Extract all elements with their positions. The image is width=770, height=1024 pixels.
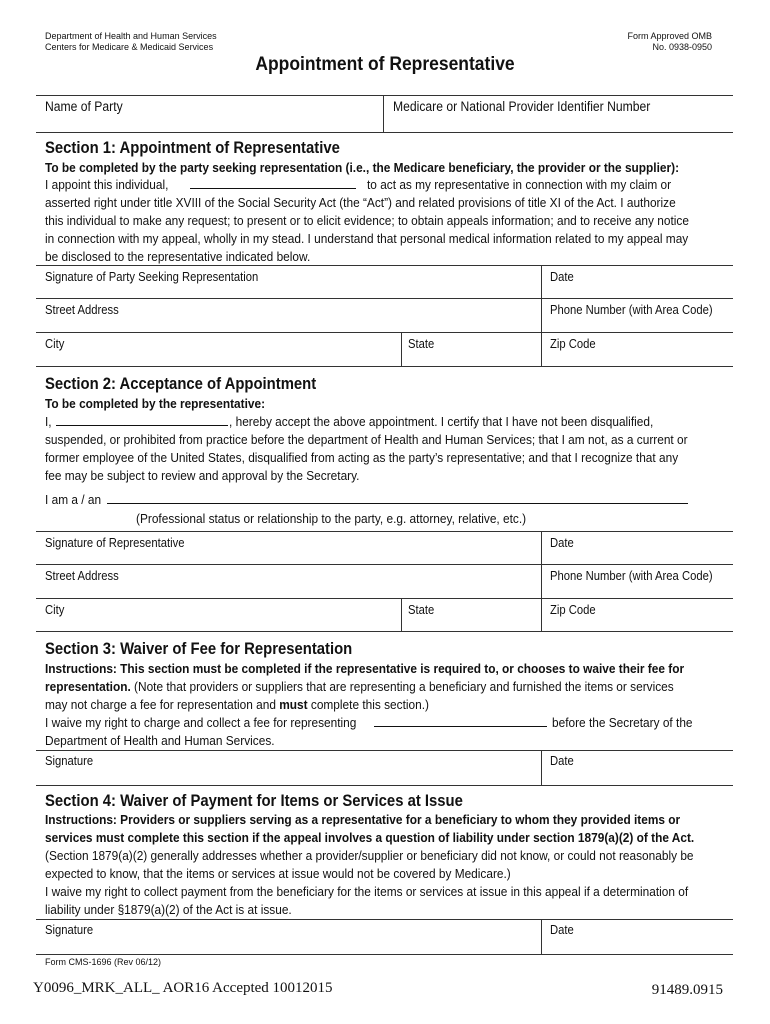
agency-line-2: Centers for Medicare & Medicaid Services [45, 42, 214, 52]
divider [36, 132, 733, 133]
section-3-instruction-line-2 [45, 678, 674, 696]
s1-phone-label: Phone Number (with Area Code) [550, 303, 713, 317]
form-number: Form CMS-1696 (Rev 06/12) [45, 957, 162, 967]
section-3-line-3b: complete this section.) [307, 697, 429, 712]
name-of-party-label: Name of Party [45, 99, 123, 114]
s1-city-field[interactable] [36, 332, 401, 366]
section-3-instruction-line-3 [45, 696, 429, 714]
section-1-title: Section 1: Appointment of Representative [45, 139, 340, 157]
section-3-line-4b: before the Secretary of the [552, 715, 693, 730]
section-1-line-1a: I appoint this individual, [45, 177, 169, 192]
s1-date-label: Date [550, 270, 574, 284]
representative-name-blank[interactable] [190, 188, 356, 189]
s4-signature-label: Signature [45, 923, 94, 937]
i-am-hint: (Professional status or relationship to the party, e.g. attorney, relative, etc.) [136, 511, 527, 526]
s2-city-label: City [45, 603, 65, 617]
page-title: Appointment of Representative [255, 54, 515, 75]
s1-street-field[interactable] [36, 298, 541, 332]
s4-date-field[interactable] [542, 919, 733, 954]
document-number: 91489.0915 [651, 982, 723, 998]
representative-self-name-blank[interactable] [56, 425, 228, 426]
s2-signature-field[interactable] [36, 531, 541, 564]
section-3-must-bold: must [279, 697, 308, 712]
section-3-representation-bold: representation. [45, 679, 131, 694]
s2-state-field[interactable] [402, 598, 541, 631]
s1-signature-field[interactable] [36, 265, 541, 298]
section-4-line-4: expected to know, that the items or services at issue would not be covered by Medicare.) [45, 866, 511, 881]
divider [36, 954, 733, 955]
s2-state-label: State [408, 603, 435, 617]
s1-state-field[interactable] [402, 332, 541, 366]
i-am-label: I am a / an [45, 492, 102, 507]
s1-phone-field[interactable] [542, 298, 733, 332]
provider-id-label: Medicare or National Provider Identifier Number [393, 99, 651, 114]
section-2-line-1b: , hereby accept the above appointment. I certify that I have not been disqualified, [229, 414, 654, 429]
s2-date-label: Date [550, 536, 574, 550]
s2-date-field[interactable] [542, 531, 733, 564]
s1-zip-label: Zip Code [550, 337, 596, 351]
s2-city-field[interactable] [36, 598, 401, 631]
section-3-line-3a: may not charge a fee for representation and [45, 697, 280, 712]
s4-signature-field[interactable] [36, 919, 541, 954]
professional-status-blank[interactable] [107, 503, 688, 504]
s1-signature-label: Signature of Party Seeking Representation [45, 270, 259, 284]
section-2-line-3: former employee of the United States, disqualified from acting as the party’s representative; and that I recognize that any [45, 450, 679, 465]
section-4-line-6: liability under §1879(a)(2) of the Act is at issue. [45, 902, 292, 917]
section-3-instruction-line-1: Instructions: This section must be completed if the representative is required to, or chooses to waive their fee for [45, 661, 685, 676]
section-2-instruction: To be completed by the representative: [45, 396, 266, 411]
s1-street-label: Street Address [45, 303, 119, 317]
s2-street-label: Street Address [45, 569, 119, 583]
section-4-line-3: (Section 1879(a)(2) generally addresses whether a provider/supplier or beneficiary did not know, or could not reasonably be [45, 848, 694, 863]
omb-line-1: Form Approved OMB [627, 31, 712, 41]
s2-street-field[interactable] [36, 564, 541, 598]
s2-phone-field[interactable] [542, 564, 733, 598]
divider [36, 366, 733, 367]
section-3-line-5: Department of Health and Human Services. [45, 733, 275, 748]
s2-zip-label: Zip Code [550, 603, 596, 617]
section-3-instruction-line-2-rest: (Note that providers or suppliers that are representing a beneficiary and furnished the items or services [130, 679, 674, 694]
s3-date-field[interactable] [542, 750, 733, 785]
omb-line-2: No. 0938-0950 [652, 42, 712, 52]
section-1-instruction: To be completed by the party seeking representation (i.e., the Medicare beneficiary, the provider or the supplier): [45, 160, 680, 175]
section-4-instruction-line-1: Instructions: Providers or suppliers serving as a representative for a beneficiary to whom they provided items or [45, 812, 681, 827]
s1-date-field[interactable] [542, 265, 733, 298]
s3-signature-label: Signature [45, 754, 94, 768]
section-2-line-2: suspended, or prohibited from practice before the department of Health and Human Services; that I am not, as a current or [45, 432, 688, 447]
section-1-line-1b: to act as my representative in connection with my claim or [367, 177, 672, 192]
section-4-line-5: I waive my right to collect payment from the beneficiary for the items or services at issue in this appeal if a determination of [45, 884, 689, 899]
s3-signature-field[interactable] [36, 750, 541, 785]
tracking-code: Y0096_MRK_ALL_ AOR16 Accepted 10012015 [33, 980, 333, 996]
s2-zip-field[interactable] [542, 598, 733, 631]
s2-phone-label: Phone Number (with Area Code) [550, 569, 713, 583]
section-3-line-4a: I waive my right to charge and collect a fee for representing [45, 715, 357, 730]
section-3-title: Section 3: Waiver of Fee for Representation [45, 640, 353, 658]
section-4-title: Section 4: Waiver of Payment for Items or Services at Issue [45, 792, 463, 810]
section-1-line-4: in connection with my appeal, wholly in my stead. I understand that personal medical information related to my appeal may [45, 231, 689, 246]
provider-id-field[interactable] [384, 95, 733, 132]
section-2-line-4: fee may be subject to review and approval by the Secretary. [45, 468, 360, 483]
section-1-line-3: this individual to make any request; to present or to elicit evidence; to obtain appeals information; and to receive any notice [45, 213, 689, 228]
s3-date-label: Date [550, 754, 574, 768]
divider [36, 785, 733, 786]
s1-zip-field[interactable] [542, 332, 733, 366]
section-4-instruction-line-2: services must complete this section if the appeal involves a question of liability under section 1879(a)(2) of the Act. [45, 830, 695, 845]
name-of-party-field[interactable] [36, 95, 383, 132]
s2-signature-label: Signature of Representative [45, 536, 185, 550]
section-1-line-5: be disclosed to the representative indicated below. [45, 249, 311, 264]
section-2-line-1a: I, [45, 414, 52, 429]
section-1-line-2: asserted right under title XVIII of the Social Security Act (the “Act”) and related provisions of title XI of the Act. I authorize [45, 195, 676, 210]
s4-date-label: Date [550, 923, 574, 937]
s1-state-label: State [408, 337, 435, 351]
represented-party-blank[interactable] [374, 726, 547, 727]
s1-city-label: City [45, 337, 65, 351]
agency-line-1: Department of Health and Human Services [45, 31, 217, 41]
section-2-title: Section 2: Acceptance of Appointment [45, 375, 317, 393]
divider [36, 631, 733, 632]
